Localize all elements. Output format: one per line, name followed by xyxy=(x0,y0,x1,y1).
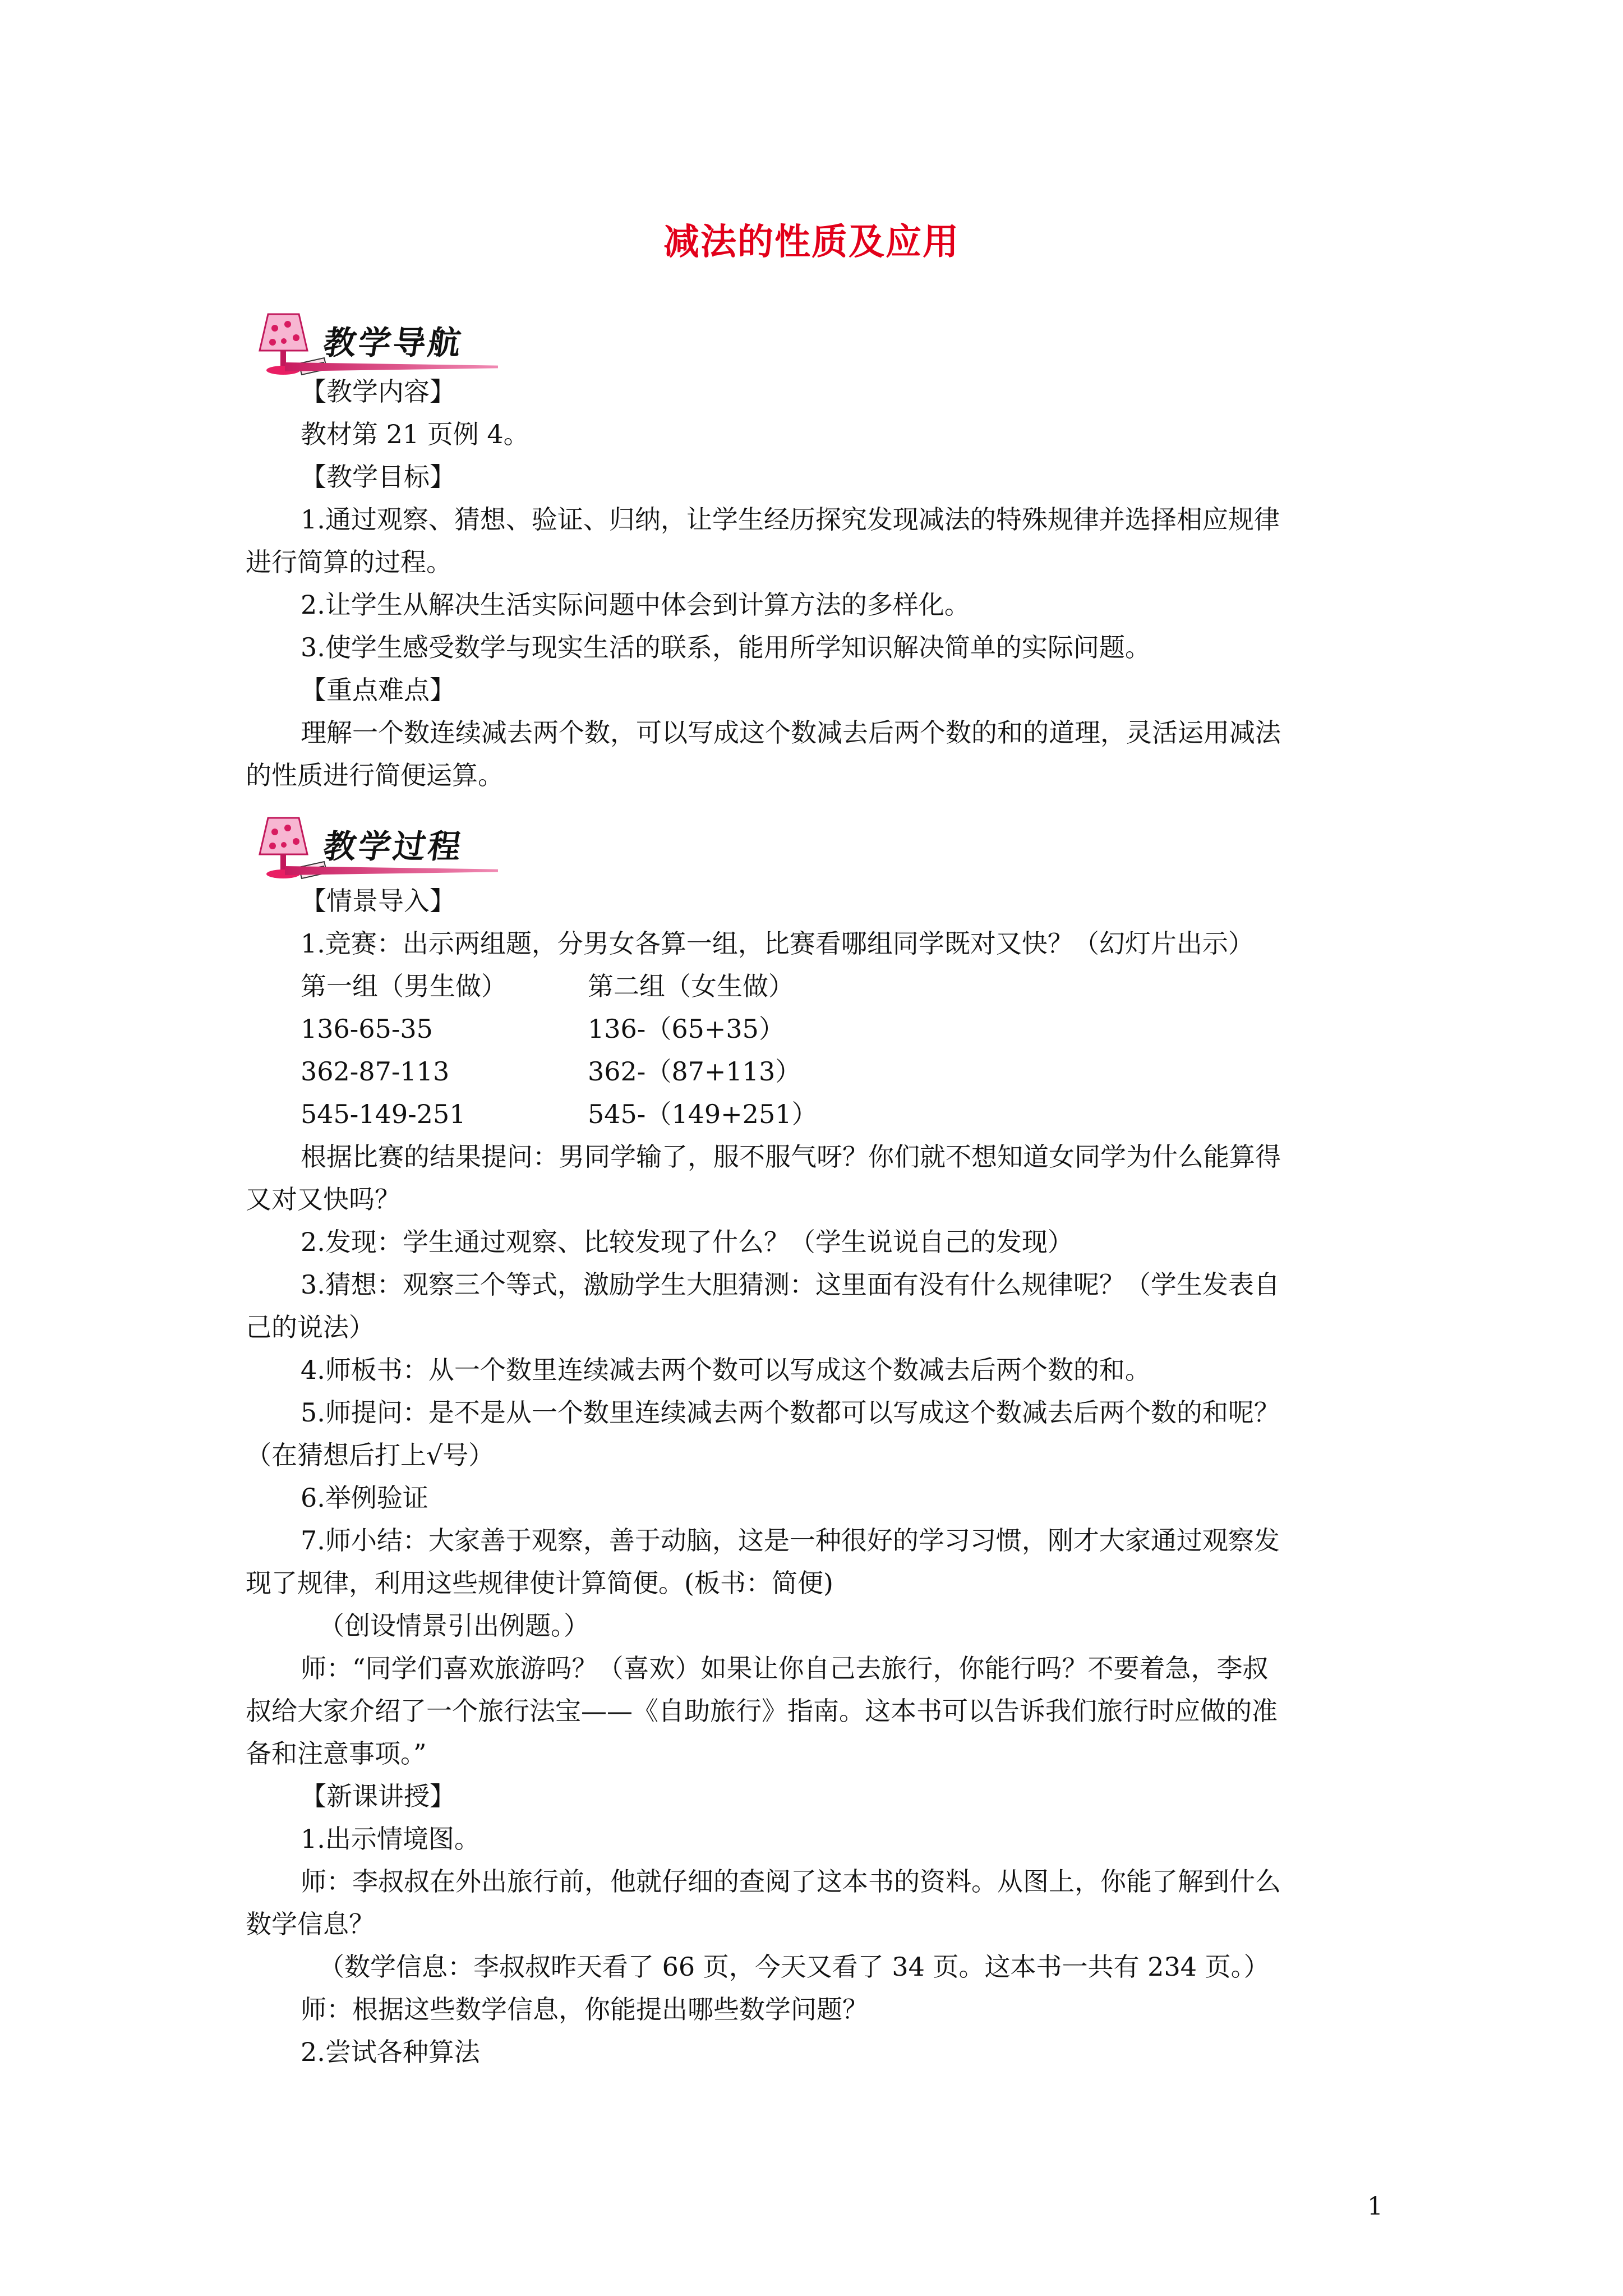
group-1-header: 第一组（男生做） xyxy=(301,971,507,1001)
goal-3: 3.使学生感受数学与现实生活的联系，能用所学知识解决简单的实际问题。 xyxy=(301,632,1151,662)
expression-b: 136-（65+35） xyxy=(588,1014,785,1044)
try-methods-text: 2.尝试各种算法 xyxy=(301,2037,480,2067)
question-line-1: 5.师提问：是不是从一个数里连续减去两个数都可以写成这个数减去后两个数的和呢？ xyxy=(301,1397,1280,1428)
verify-text: 6.举例验证 xyxy=(301,1483,428,1513)
banner-label: 教学导航 xyxy=(321,324,466,362)
key-header: 【重点难点】 xyxy=(301,675,455,705)
section-banner-process xyxy=(246,801,498,891)
expression-a: 136-65-35 xyxy=(301,1014,433,1044)
intro-header: 【情景导入】 xyxy=(301,886,455,916)
section-process-body xyxy=(246,880,1390,2073)
banner-label: 教学过程 xyxy=(321,827,466,866)
goal-1-line-1: 1.通过观察、猜想、验证、归纳，让学生经历探究发现减法的特殊规律并选择相应规律 xyxy=(301,504,1280,535)
teacher2-line-2: 数学信息？ xyxy=(246,1909,375,1939)
teacher-line-3: 备和注意事项。” xyxy=(246,1738,427,1769)
board-text: 4.师板书：从一个数里连续减去两个数可以写成这个数减去后两个数的和。 xyxy=(301,1355,1151,1385)
contest-text: 1.竞赛：出示两组题，分男女各算一组，比赛看哪组同学既对又快？（幻灯片出示） xyxy=(301,928,1254,959)
goals-header: 【教学目标】 xyxy=(301,462,455,492)
section-guide-body xyxy=(246,370,1390,797)
teacher-line-2: 叔给大家介绍了一个旅行法宝——《自助旅行》指南。这本书可以告诉我们旅行时应做的准 xyxy=(246,1696,1278,1726)
goal-1-line-2: 进行简算的过程。 xyxy=(246,547,452,577)
goal-2: 2.让学生从解决生活实际问题中体会到计算方法的多样化。 xyxy=(301,590,970,620)
teacher2-line-1: 师：李叔叔在外出旅行前，他就仔细的查阅了这本书的资料。从图上，你能了解到什么 xyxy=(301,1866,1281,1897)
content-text: 教材第 21 页例 4。 xyxy=(301,419,529,449)
guess-line-2: 己的说法） xyxy=(246,1312,375,1342)
show-picture-text: 1.出示情境图。 xyxy=(301,1824,480,1854)
expression-b: 362-（87+113） xyxy=(588,1056,801,1087)
expression-b: 545-（149+251） xyxy=(588,1099,818,1129)
expression-a: 362-87-113 xyxy=(301,1056,450,1087)
page-number: 1 xyxy=(1367,2192,1383,2221)
expression-row xyxy=(246,1050,1390,1093)
banner-underline xyxy=(285,866,498,875)
expression-row xyxy=(246,1007,1390,1050)
math-info-text: （数学信息：李叔叔昨天看了 66 页，今天又看了 34 页。这本书一共有 234 页。） xyxy=(319,1952,1270,1982)
teacher-line-1: 师：“同学们喜欢旅游吗？（喜欢）如果让你自己去旅行，你能行吗？不要着急，李叔 xyxy=(301,1653,1269,1683)
expression-a: 545-149-251 xyxy=(301,1099,466,1129)
summary-line-1: 7.师小结：大家善于观察，善于动脑，这是一种很好的学习习惯，刚才大家通过观察发 xyxy=(301,1525,1280,1556)
ask-line-2: 又对又快吗？ xyxy=(246,1184,400,1214)
question-line-2: （在猜想后打上√号） xyxy=(246,1440,495,1470)
new-lesson-header: 【新课讲授】 xyxy=(301,1781,455,1811)
discover-text: 2.发现：学生通过观察、比较发现了什么？（学生说说自己的发现） xyxy=(301,1227,1073,1257)
ask-line-1: 根据比赛的结果提问：男同学输了，服不服气呀？你们就不想知道女同学为什么能算得 xyxy=(301,1142,1281,1172)
key-line-1: 理解一个数连续减去两个数，可以写成这个数减去后两个数的和的道理，灵活运用减法 xyxy=(301,717,1281,748)
guess-line-1: 3.猜想：观察三个等式，激励学生大胆猜测：这里面有没有什么规律呢？（学生发表自 xyxy=(301,1269,1280,1300)
lamp-icon xyxy=(246,801,335,891)
scene-text: （创设情景引出例题。） xyxy=(319,1611,589,1641)
page-title: 减法的性质及应用 xyxy=(663,221,960,263)
teacher3-text: 师：根据这些数学信息，你能提出哪些数学问题？ xyxy=(301,1994,868,2024)
group-2-header: 第二组（女生做） xyxy=(588,971,794,1001)
key-line-2: 的性质进行简便运算。 xyxy=(246,760,504,790)
expression-row xyxy=(246,1093,1390,1135)
summary-line-2: 现了规律，利用这些规律使计算简便。(板书：简便) xyxy=(246,1568,833,1598)
content-header: 【教学内容】 xyxy=(301,376,455,407)
group-headers xyxy=(246,965,1390,1007)
